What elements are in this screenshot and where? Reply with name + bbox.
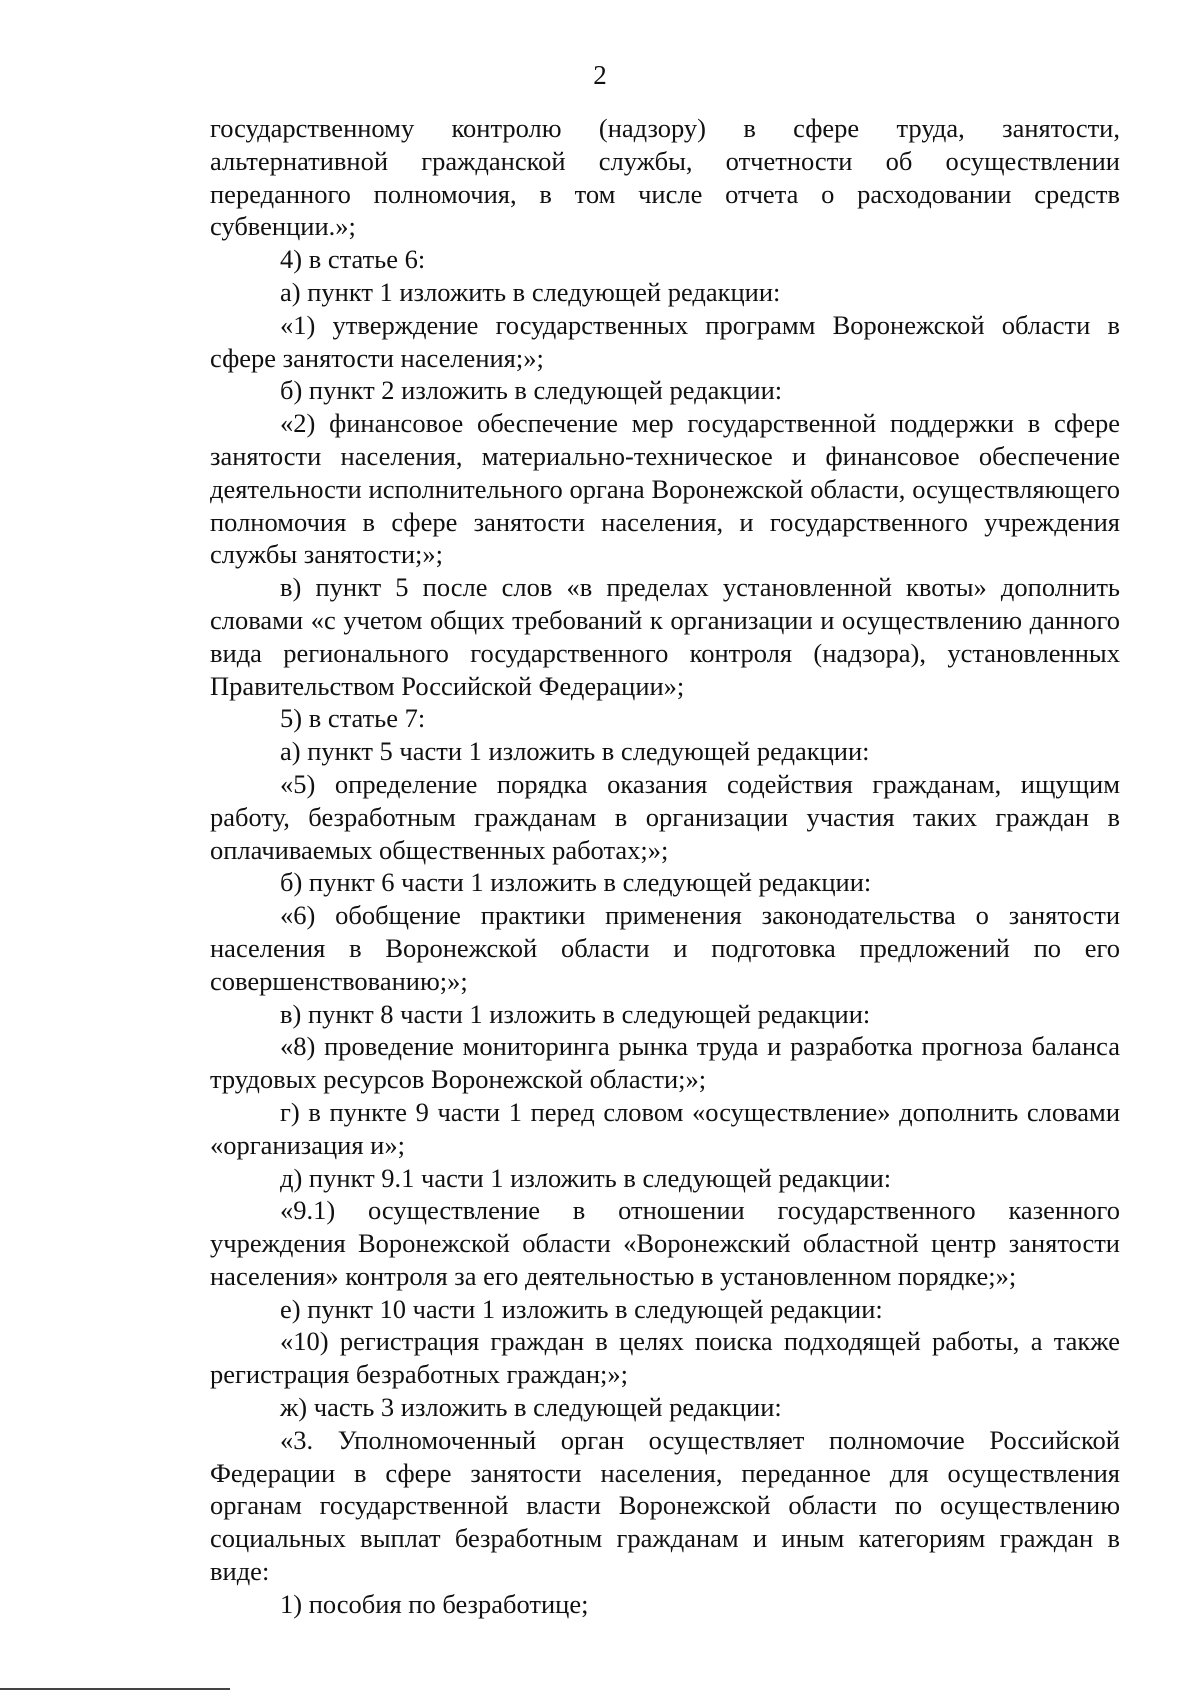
paragraph: 4) в статье 6: [280, 244, 426, 275]
paragraph: 5) в статье 7: [280, 703, 426, 734]
paragraph: в) пункт 5 после слов «в пределах установленной квоты» дополнить словами «с учетом общих требований к организации и осуществлению данного вида регионального государственного контроля (надзора), установленных Правительством Российской Федерации»; [210, 572, 1120, 701]
paragraph: «10) регистрация граждан в целях поиска подходящей работы, а также регистрация безработных граждан;»; [210, 1326, 1120, 1390]
paragraph: б) пункт 6 части 1 изложить в следующей редакции: [280, 867, 872, 898]
paragraph: а) пункт 5 части 1 изложить в следующей редакции: [280, 736, 870, 767]
paragraph: государственному контролю (надзору) в сфере труда, занятости, альтернативной гражданской службы, отчетности об осуществлении переданного полномочия, в том числе отчета о расходовании средств субвенции.»; [210, 113, 1120, 242]
paragraph: г) в пункте 9 части 1 перед словом «осуществление» дополнить словами «организация и»; [210, 1096, 1120, 1160]
paragraph: е) пункт 10 части 1 изложить в следующей редакции: [280, 1293, 883, 1324]
document-body [210, 112, 1120, 1621]
paragraph: 1) пособия по безработице; [280, 1588, 589, 1619]
paragraph: в) пункт 8 части 1 изложить в следующей редакции: [280, 998, 871, 1029]
paragraph: «9.1) осуществление в отношении государственного казенного учреждения Воронежской области «Воронежский областной центр занятости населения» контроля за его деятельностью в установленном порядке;»; [210, 1195, 1120, 1291]
scan-edge-line [0, 1688, 230, 1690]
paragraph: «8) проведение мониторинга рынка труда и разработка прогноза баланса трудовых ресурсов Воронежской области;»; [210, 1031, 1120, 1095]
paragraph: ж) часть 3 изложить в следующей редакции: [280, 1392, 782, 1423]
paragraph: «6) обобщение практики применения законодательства о занятости населения в Воронежской области и подготовка предложений по его совершенствованию;»; [210, 900, 1120, 996]
page-number: 2 [593, 60, 607, 90]
paragraph: «2) финансовое обеспечение мер государственной поддержки в сфере занятости населения, материально-техническое и финансовое обеспечение деятельности исполнительного органа Воронежской области, осуществляющего полномочия в сфере занятости населения, и государственного учреждения службы занятости;»; [210, 408, 1120, 570]
paragraph: б) пункт 2 изложить в следующей редакции: [280, 375, 783, 406]
paragraph: а) пункт 1 изложить в следующей редакции: [280, 276, 781, 307]
paragraph: «3. Уполномоченный орган осуществляет полномочие Российской Федерации в сфере занятости населения, переданное для осуществления органам государственной власти Воронежской области по осуществлению социальных выплат безработным гражданам и иным категориям граждан в виде: [210, 1424, 1120, 1587]
paragraph: «5) определение порядка оказания содействия гражданам, ищущим работу, безработным гражданам в организации участия таких граждан в оплачиваемых общественных работах;»; [210, 768, 1120, 865]
paragraph: д) пункт 9.1 части 1 изложить в следующей редакции: [280, 1162, 892, 1193]
paragraph: «1) утверждение государственных программ Воронежской области в сфере занятости населения;»; [210, 309, 1120, 373]
